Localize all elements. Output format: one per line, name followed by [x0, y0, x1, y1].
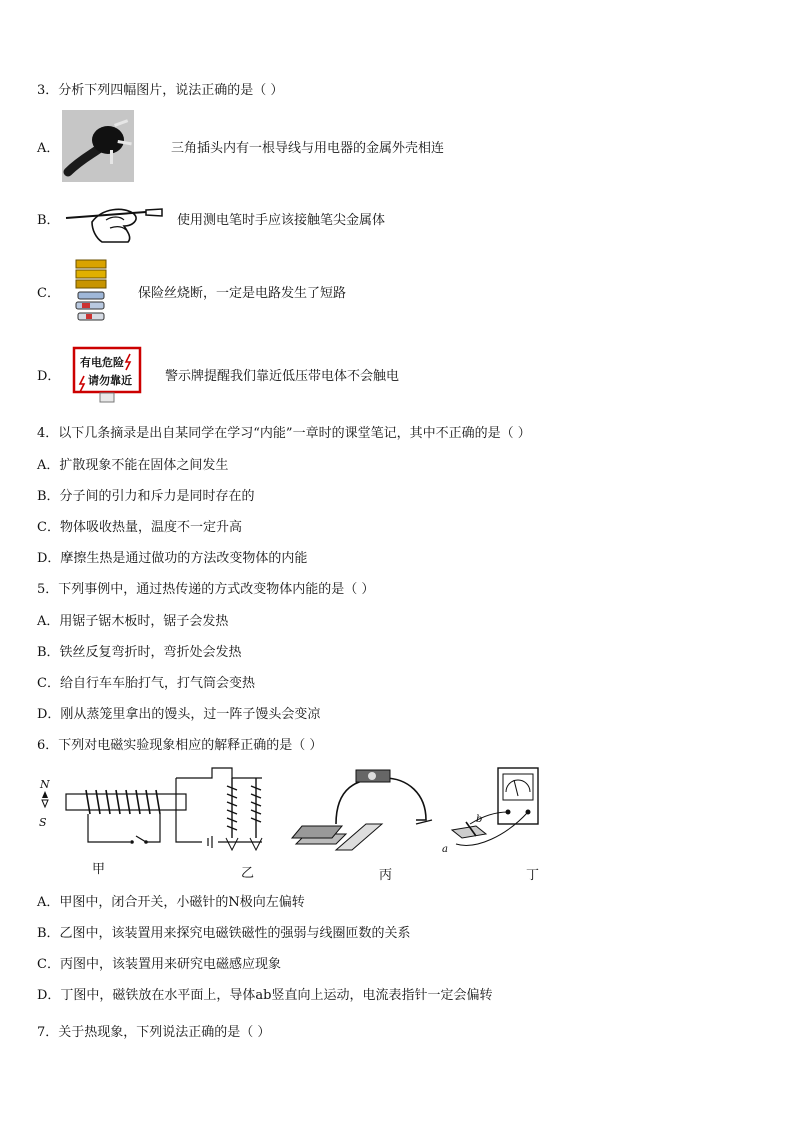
figure-yi: [176, 768, 262, 850]
compass-s-label: S: [39, 816, 47, 829]
q3-stem: 3．分析下列四幅图片，说法正确的是（ ）: [37, 83, 284, 98]
figure-bing: [292, 770, 432, 850]
caption-ding: 丁: [526, 868, 540, 883]
q3-option-c-text: 保险丝烧断，一定是电路发生了短路: [138, 286, 347, 301]
conductor-a-label: a: [442, 844, 448, 855]
q4-stem: 4．以下几条摘录是出自某同学在学习“内能”一章时的课堂笔记，其中不正确的是（ ）: [37, 426, 531, 441]
q5-option-a: A．用锯子锯木板时，锯子会发热: [37, 614, 229, 629]
q3-option-d-text: 警示牌提醒我们靠近低压带电体不会触电: [165, 369, 400, 384]
caption-jia: 甲: [92, 862, 106, 877]
q5-stem: 5．下列事例中，通过热传递的方式改变物体内能的是（ ）: [37, 582, 375, 597]
q6-stem: 6．下列对电磁实验现象相应的解释正确的是（ ）: [37, 738, 323, 753]
q4-option-b: B．分子间的引力和斥力是同时存在的: [37, 489, 255, 504]
q5-option-d: D．刚从蒸笼里拿出的馒头，过一阵子馒头会变凉: [37, 707, 321, 722]
conductor-b-label: b: [476, 814, 483, 825]
q6-option-d: D．丁图中，磁铁放在水平面上，导体ab竖直向上运动，电流表指针一定会偏转: [37, 988, 493, 1003]
q3-option-b-letter: B．: [37, 213, 60, 228]
q3-option-c-letter: C．: [37, 286, 60, 301]
q6-option-b: B．乙图中，该装置用来探究电磁铁磁性的强弱与线圈匝数的关系: [37, 926, 411, 941]
q3-option-b-text: 使用测电笔时手应该接触笔尖金属体: [177, 213, 386, 228]
q5-option-c: C．给自行车车胎打气，打气筒会变热: [37, 676, 255, 691]
q6-option-c: C．丙图中，该装置用来研究电磁感应现象: [37, 957, 281, 972]
sign-line1: 有电危险: [80, 356, 124, 369]
caption-bing: 丙: [379, 868, 393, 883]
three-prong-plug-image: [62, 110, 134, 182]
q6-option-a: A．甲图中，闭合开关，小磁针的N极向左偏转: [37, 895, 305, 910]
q3-option-a-letter: A．: [37, 141, 60, 156]
figure-ding: [442, 768, 538, 855]
q4-option-a: A．扩散现象不能在固体之间发生: [37, 458, 229, 473]
q4-option-c: C．物体吸收热量，温度不一定升高: [37, 520, 242, 535]
q3-option-d-letter: D．: [37, 369, 61, 384]
sign-line2: 请勿靠近: [88, 374, 132, 387]
caption-yi: 乙: [241, 866, 255, 881]
electromagnetism-figures: [36, 764, 552, 860]
q7-stem: 7．关于热现象，下列说法正确的是（ ）: [37, 1025, 271, 1040]
fuse-image: [72, 258, 112, 324]
warning-sign-image: [72, 346, 144, 404]
figure-jia: [39, 778, 186, 844]
q4-option-d: D．摩擦生热是通过做功的方法改变物体的内能: [37, 551, 308, 566]
q3-option-a-text: 三角插头内有一根导线与用电器的金属外壳相连: [171, 141, 445, 156]
test-pen-hand-image: [62, 198, 168, 244]
q5-option-b: B．铁丝反复弯折时，弯折处会发热: [37, 645, 242, 660]
compass-n-label: N: [40, 778, 50, 791]
